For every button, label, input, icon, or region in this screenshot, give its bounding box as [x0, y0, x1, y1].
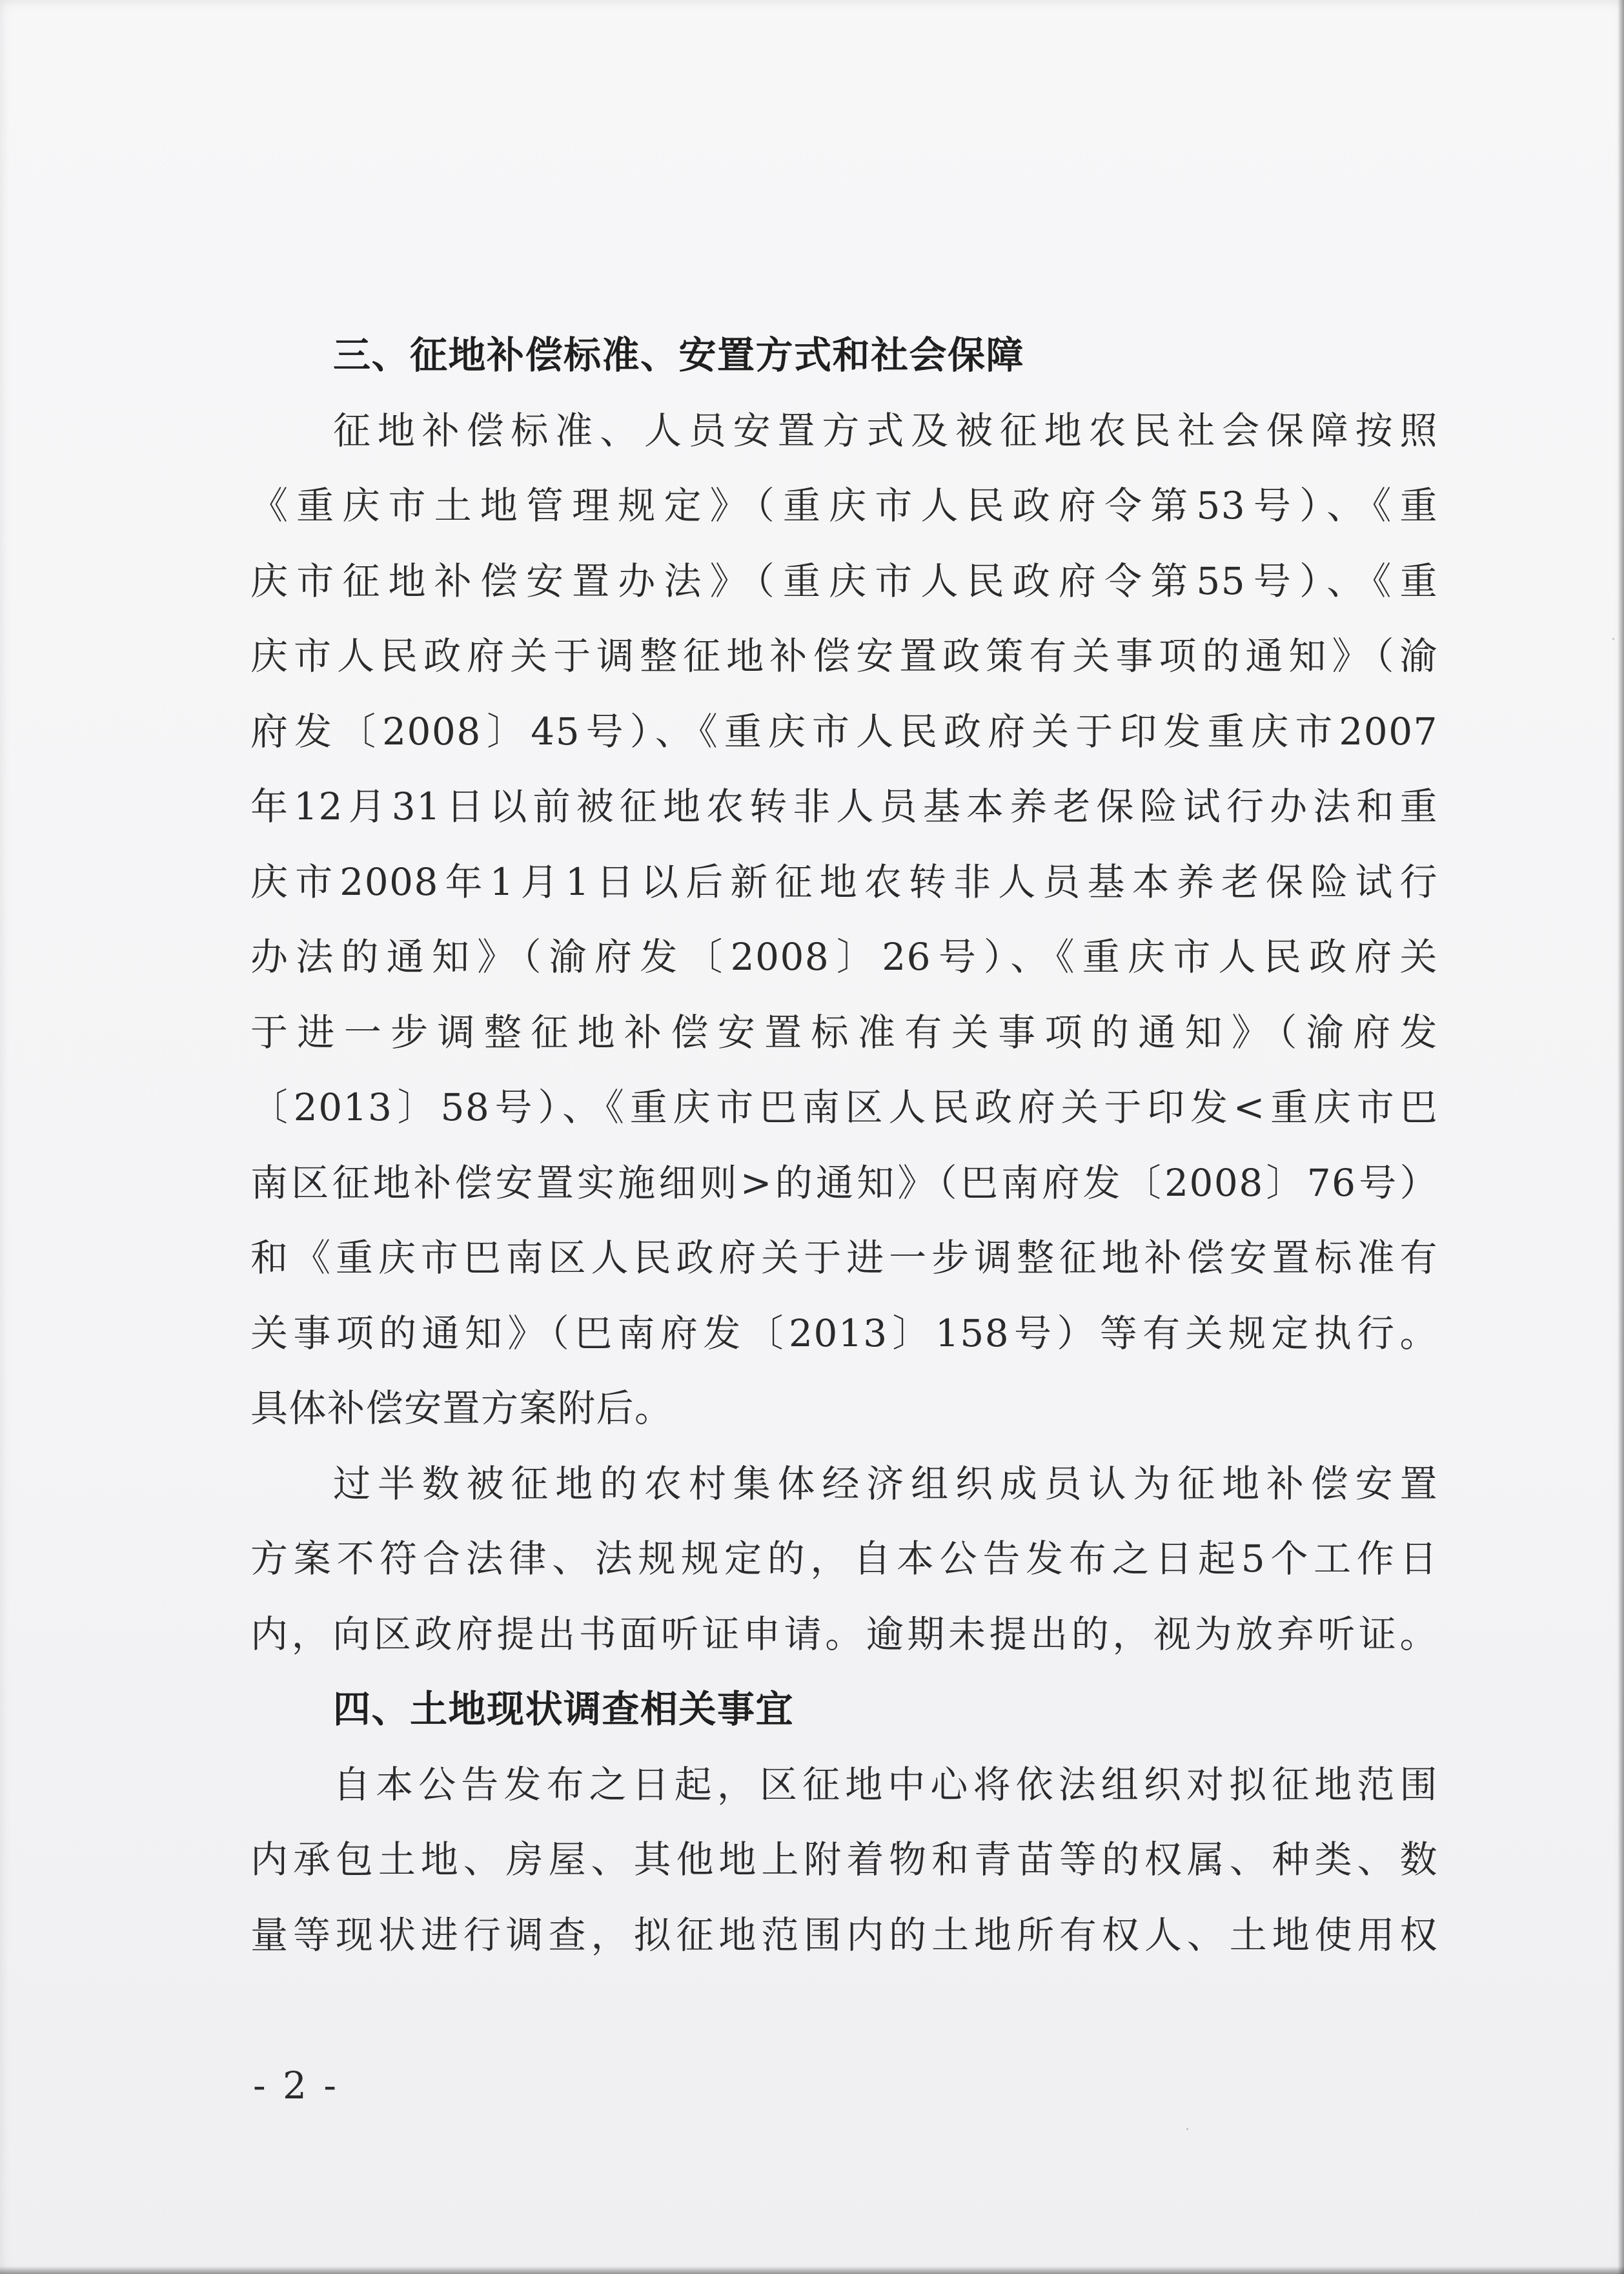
paragraph-line: 具体补偿安置方案附后。: [250, 1386, 673, 1430]
scan-speck: [1612, 638, 1614, 640]
section-heading-3: 三、征地补偿标准、安置方式和社会保障: [333, 333, 1025, 377]
paragraph-line: 过半数被征地的农村集体经济组织成员认为征地补偿安置: [333, 1461, 1438, 1506]
paragraph-line: 府发〔2008〕45号）、《重庆市人民政府关于印发重庆市2007: [250, 709, 1439, 753]
scan-edge-bottom: [0, 2266, 1624, 2274]
paragraph-line: 量等现状进行调查，拟征地范围内的土地所有权人、土地使用权: [250, 1912, 1438, 1957]
scan-edge-right: [1618, 0, 1624, 2274]
paragraph-line: 和《重庆市巴南区人民政府关于进一步调整征地补偿安置标准有: [250, 1236, 1438, 1280]
paragraph-line: 内承包土地、房屋、其他地上附着物和青苗等的权属、种类、数: [250, 1838, 1438, 1881]
paragraph-line: 关事项的通知》（巴南府发〔2013〕158号）等有关规定执行。: [250, 1311, 1438, 1355]
section-heading-4: 四、土地现状调查相关事宜: [333, 1687, 795, 1731]
page-number: - 2 -: [253, 2064, 339, 2107]
paragraph-line: 南区征地补偿安置实施细则>的通知》（巴南府发〔2008〕76号）: [250, 1160, 1438, 1205]
paragraph-line: 征地补偿标准、人员安置方式及被征地农民社会保障按照: [333, 408, 1438, 453]
paragraph-line: 庆市征地补偿安置办法》（重庆市人民政府令第55号）、《重: [250, 558, 1438, 603]
paragraph-line: 《重庆市土地管理规定》（重庆市人民政府令第53号）、《重: [250, 484, 1438, 528]
paragraph-line: 自本公告发布之日起，区征地中心将依法组织对拟征地范围: [333, 1762, 1438, 1807]
paragraph-line: 内，向区政府提出书面听证申请。逾期未提出的，视为放弃听证。: [250, 1612, 1438, 1656]
paragraph-line: 方案不符合法律、法规规定的，自本公告发布之日起5个工作日: [250, 1537, 1438, 1581]
paragraph-line: 年12月31日以前被征地农转非人员基本养老保险试行办法和重: [250, 784, 1438, 828]
document-body: [250, 318, 1438, 1972]
scan-speck: [1186, 2128, 1188, 2130]
paragraph-line: 于进一步调整征地补偿安置标准有关事项的通知》（渝府发: [250, 1010, 1438, 1054]
paragraph-line: 〔2013〕58号）、《重庆市巴南区人民政府关于印发<重庆市巴: [250, 1085, 1438, 1129]
paragraph-line: 办法的通知》（渝府发〔2008〕26号）、《重庆市人民政府关: [250, 935, 1438, 979]
paragraph-line: 庆市2008年1月1日以后新征地农转非人员基本养老保险试行: [250, 859, 1438, 904]
paragraph-line: 庆市人民政府关于调整征地补偿安置政策有关事项的通知》（渝: [250, 634, 1438, 678]
